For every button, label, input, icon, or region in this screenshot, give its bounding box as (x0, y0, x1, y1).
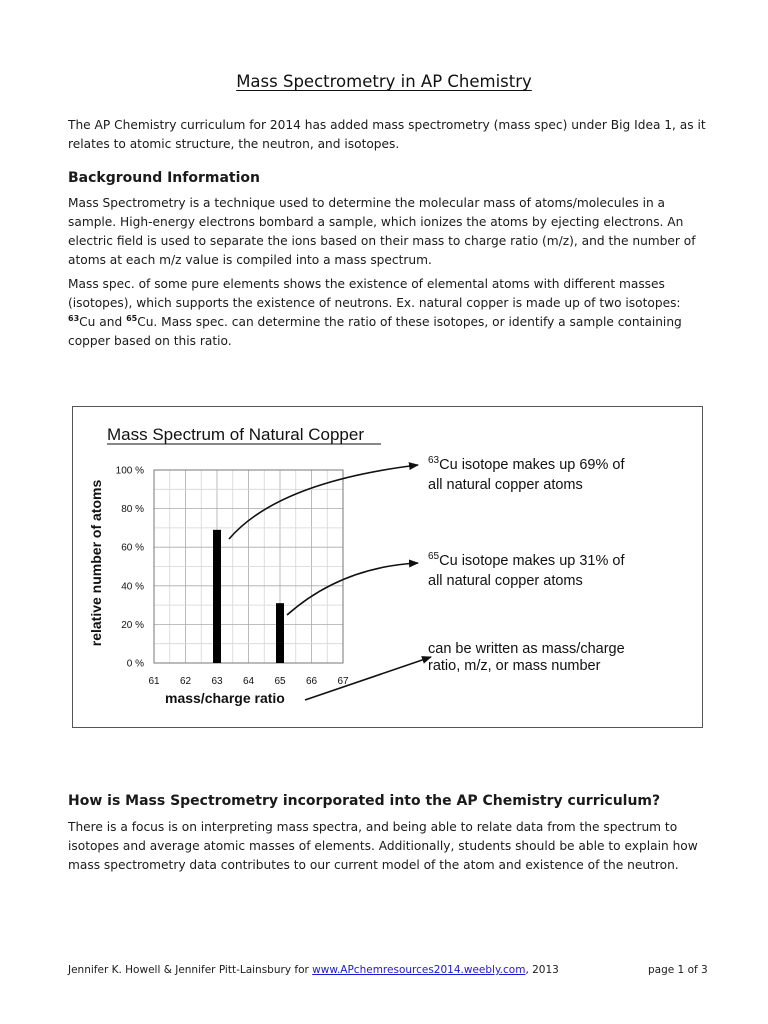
footer-page-number: page 1 of 3 (648, 964, 708, 976)
footer-authors: Jennifer K. Howell & Jennifer Pitt-Lainsbury for (68, 964, 313, 976)
x-tick-label: 61 (148, 676, 160, 687)
document-title: Mass Spectrometry in AP Chemistry (236, 72, 532, 91)
footer-year: , 2013 (525, 964, 559, 976)
isotope-text-start: Mass spec. of some pure elements shows the existence of elemental atoms with different masses (isotopes), which supports the existence of neutrons. Ex. natural copper is made up of two isotopes: (68, 277, 681, 310)
annotation-65-line-1 (428, 551, 625, 569)
y-tick-label: 60 % (121, 542, 144, 554)
footer-credit (68, 964, 559, 976)
x-tick-label: 67 (337, 676, 349, 687)
x-tick-label: 64 (242, 676, 255, 687)
x-tick-label: 66 (305, 676, 318, 687)
curriculum-heading: How is Mass Spectrometry incorporated into the AP Chemistry curriculum? (68, 793, 661, 809)
y-axis-label: relative number of atoms (88, 479, 104, 647)
x-axis-label: mass/charge ratio (165, 690, 285, 706)
y-tick-label: 0 % (126, 658, 144, 670)
annotation-65-text: Cu isotope makes up 31% of (439, 553, 625, 569)
isotope-2-mass: 65 (126, 314, 138, 323)
arrow-65 (287, 563, 418, 615)
chart-title: Mass Spectrum of Natural Copper (107, 425, 364, 444)
x-tick-label: 63 (211, 676, 223, 687)
isotope-1-mass: 63 (68, 314, 80, 323)
annotation-63-line-1 (428, 455, 625, 473)
annotation-63-text: Cu isotope makes up 69% of (439, 457, 625, 473)
y-tick-label: 40 % (121, 581, 144, 593)
mass-spectrum-figure (72, 406, 703, 728)
annotation-65-mass: 65 (428, 551, 440, 562)
annotation-mz-line-2: ratio, m/z, or mass number (428, 658, 601, 674)
y-tick-label: 80 % (121, 504, 144, 516)
background-paragraph-2 (68, 275, 708, 351)
bar-63 (213, 530, 221, 663)
footer-website-link[interactable]: www.APchemresources2014.weebly.com (312, 964, 526, 976)
annotation-63-line-2: all natural copper atoms (428, 477, 583, 493)
background-paragraph-1: Mass Spectrometry is a technique used to determine the molecular mass of atoms/molecules in a sample. High-energy electrons bombard a sample, which ionizes the atoms by ejecting electrons. An electric field is used to separate the ions based on their mass to charge ratio (m/z), and the number of atoms at each m/z value is compiled into a mass spectrum. (68, 196, 696, 267)
x-tick-label: 62 (179, 676, 192, 687)
mass-spectrum-chart (73, 407, 702, 727)
y-tick-label: 100 % (115, 465, 144, 477)
isotope-text-end: Cu. Mass spec. can determine the ratio of these isotopes, or identify a sample containing copper based on this ratio. (68, 315, 682, 348)
curriculum-paragraph: There is a focus is on interpreting mass spectra, and being able to relate data from the spectrum to isotopes and average atomic masses of elements. Additionally, students should be able to explain how mass spectrometry data contributes to our current model of the atom and existence of the neutron. (68, 820, 698, 872)
bar-65 (276, 603, 284, 663)
isotope-1-text: Cu and (79, 315, 127, 329)
x-tick-label: 65 (274, 676, 286, 687)
annotation-mz-line-1: can be written as mass/charge (428, 641, 625, 657)
y-tick-label: 20 % (121, 619, 144, 631)
background-heading: Background Information (68, 170, 261, 186)
annotation-63-mass: 63 (428, 455, 440, 466)
annotation-65-line-2: all natural copper atoms (428, 573, 583, 589)
intro-paragraph: The AP Chemistry curriculum for 2014 has added mass spectrometry (mass spec) under Big Idea 1, as it relates to atomic structure, the neutron, and isotopes. (68, 118, 706, 151)
